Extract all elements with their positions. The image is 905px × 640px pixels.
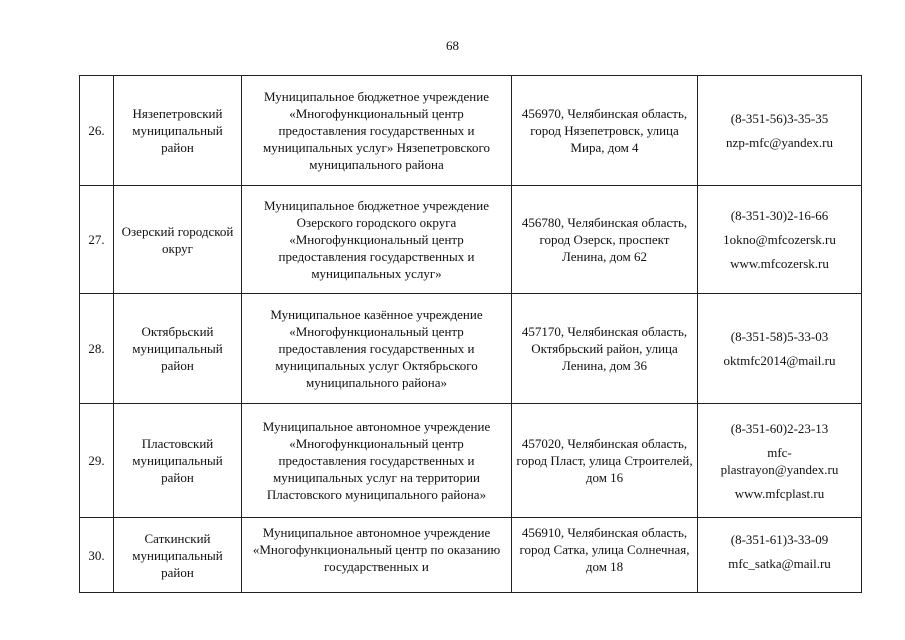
row-number: 26. — [80, 76, 114, 186]
address: 457020, Челябинская область, город Пласт, улица Строителей, дом 16 — [512, 404, 698, 518]
website-address: www.mfcozersk.ru — [730, 256, 829, 271]
address: 456780, Челябинская область, город Озерск, проспект Ленина, дом 62 — [512, 186, 698, 294]
table-row — [80, 404, 862, 518]
organization-name: Муниципальное автономное учреждение «Многофункциональный центр по оказанию государственных и — [242, 518, 512, 593]
phone-number: (8-351-30)2-16-66 — [730, 208, 829, 223]
district-name: Нязепетровский муниципальный район — [114, 76, 242, 186]
email-address: 1okno@mfcozersk.ru — [723, 232, 836, 247]
email-address: nzp-mfc@yandex.ru — [726, 135, 833, 150]
contacts — [698, 186, 862, 294]
contacts — [698, 404, 862, 518]
contacts — [698, 76, 862, 186]
table-row — [80, 186, 862, 294]
mfc-registry-table — [79, 75, 862, 593]
phone-number: (8-351-61)3-33-09 — [730, 532, 829, 547]
district-name: Пластовский муниципальный район — [114, 404, 242, 518]
organization-name: Муниципальное бюджетное учреждение Озерского городского округа «Многофункциональный центр предоставления государственных и муниципальных услуг» — [242, 186, 512, 294]
row-number: 30. — [80, 518, 114, 593]
phone-number: (8-351-56)3-35-35 — [730, 111, 829, 126]
row-number: 27. — [80, 186, 114, 294]
table-row — [80, 76, 862, 186]
email-address-part1: mfc- — [767, 444, 792, 460]
email-address: mfc_satka@mail.ru — [728, 556, 831, 571]
email-address: oktmfc2014@mail.ru — [723, 353, 836, 368]
organization-name: Муниципальное автономное учреждение «Многофункциональный центр предоставления государственных и муниципальных услуг на территории Пластовского муниципального района» — [242, 404, 512, 518]
table-row — [80, 294, 862, 404]
table-row — [80, 518, 862, 593]
address: 457170, Челябинская область, Октябрьский район, улица Ленина, дом 36 — [512, 294, 698, 404]
district-name: Саткинский муниципальный район — [114, 518, 242, 593]
address: 456970, Челябинская область, город Нязепетровск, улица Мира, дом 4 — [512, 76, 698, 186]
contacts — [698, 518, 862, 593]
phone-number: (8-351-60)2-23-13 — [730, 420, 829, 436]
organization-name: Муниципальное казённое учреждение «Многофункциональный центр предоставления государственных и муниципальных услуг Октябрьского муниципального района» — [242, 294, 512, 404]
row-number: 28. — [80, 294, 114, 404]
row-number: 29. — [80, 404, 114, 518]
page-number: 68 — [446, 38, 459, 53]
organization-name: Муниципальное бюджетное учреждение «Многофункциональный центр предоставления государственных и муниципальных услуг» Нязепетровского муниципального района — [242, 76, 512, 186]
website-address: www.mfcplast.ru — [734, 485, 825, 501]
email-address-part2: plastrayon@yandex.ru — [720, 461, 839, 477]
contacts — [698, 294, 862, 404]
address: 456910, Челябинская область, город Сатка, улица Солнечная, дом 18 — [512, 518, 698, 593]
district-name: Озерский городской округ — [114, 186, 242, 294]
phone-number: (8-351-58)5-33-03 — [730, 329, 829, 344]
district-name: Октябрьский муниципальный район — [114, 294, 242, 404]
